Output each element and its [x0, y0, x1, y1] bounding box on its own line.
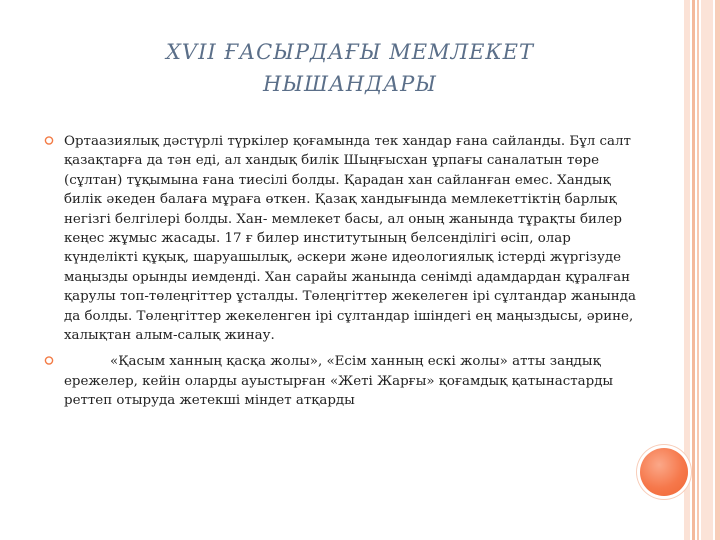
slide-title-line-2: НЫШАНДАРЫ [263, 72, 437, 96]
slide-title-line-1: XVII ҒАСЫРДАҒЫ МЕМЛЕКЕТ [165, 40, 535, 64]
bullet-paragraph [44, 352, 636, 410]
decorative-stripe [715, 0, 720, 540]
bullet-text: Ортаазиялық дәстүрлі түркілер қоғамында тек хандар ғана сайланды. Бұл салт қазақтарға да тән еді, ал хандық билік Шыңғысхан ұрпағы саналатын төре (сұлтан) тұқымына ғана тиесілі болды. Қарадан хан сайланған емес. Хандық билік әкеден балаға мұраға өткен. Қазақ хандығында мемлекеттіктің барлық негізгі белгілері болды. Хан- мемлекет басы, ал оның жанында тұрақты билер кеңес жұмыс жасады. 17 ғ билер институтының белсенділігі өсіп, олар күнделікті құқық, шаруашылық, әскери және идеологиялық істерді жүргізуде маңызды орынды иемденді. Хан сарайы жанында сенімді адамдардан құралған қарулы топ-төлеңгіттер ұсталды. Төлеңгіттер жекелеген ірі сұлтандар жанында да болды. Төлеңгіттер жекеленген ірі сұлтандар ішіндегі ең маңыздысы, әрине, халықтан алым-салық жинау. [64, 134, 636, 344]
hollow-circle-bullet-icon [44, 136, 54, 145]
hollow-circle-bullet-icon [44, 356, 54, 365]
slide-title [60, 36, 640, 100]
decorative-stripe [692, 0, 695, 540]
decorative-stripe [701, 0, 713, 540]
decorative-stripe [697, 0, 699, 540]
bullet-paragraph [44, 132, 636, 345]
orange-circle-decoration [640, 448, 688, 496]
bullet-text: «Қасым ханның қасқа жолы», «Есім ханның ескі жолы» атты заңдық ережелер, кейін оларды ауыстырған «Жеті Жарғы» қоғамдық қатынастарды реттеп отыруда жетекші міндет атқарды [64, 354, 614, 409]
slide-body [44, 132, 636, 411]
decorative-stripe [684, 0, 690, 540]
